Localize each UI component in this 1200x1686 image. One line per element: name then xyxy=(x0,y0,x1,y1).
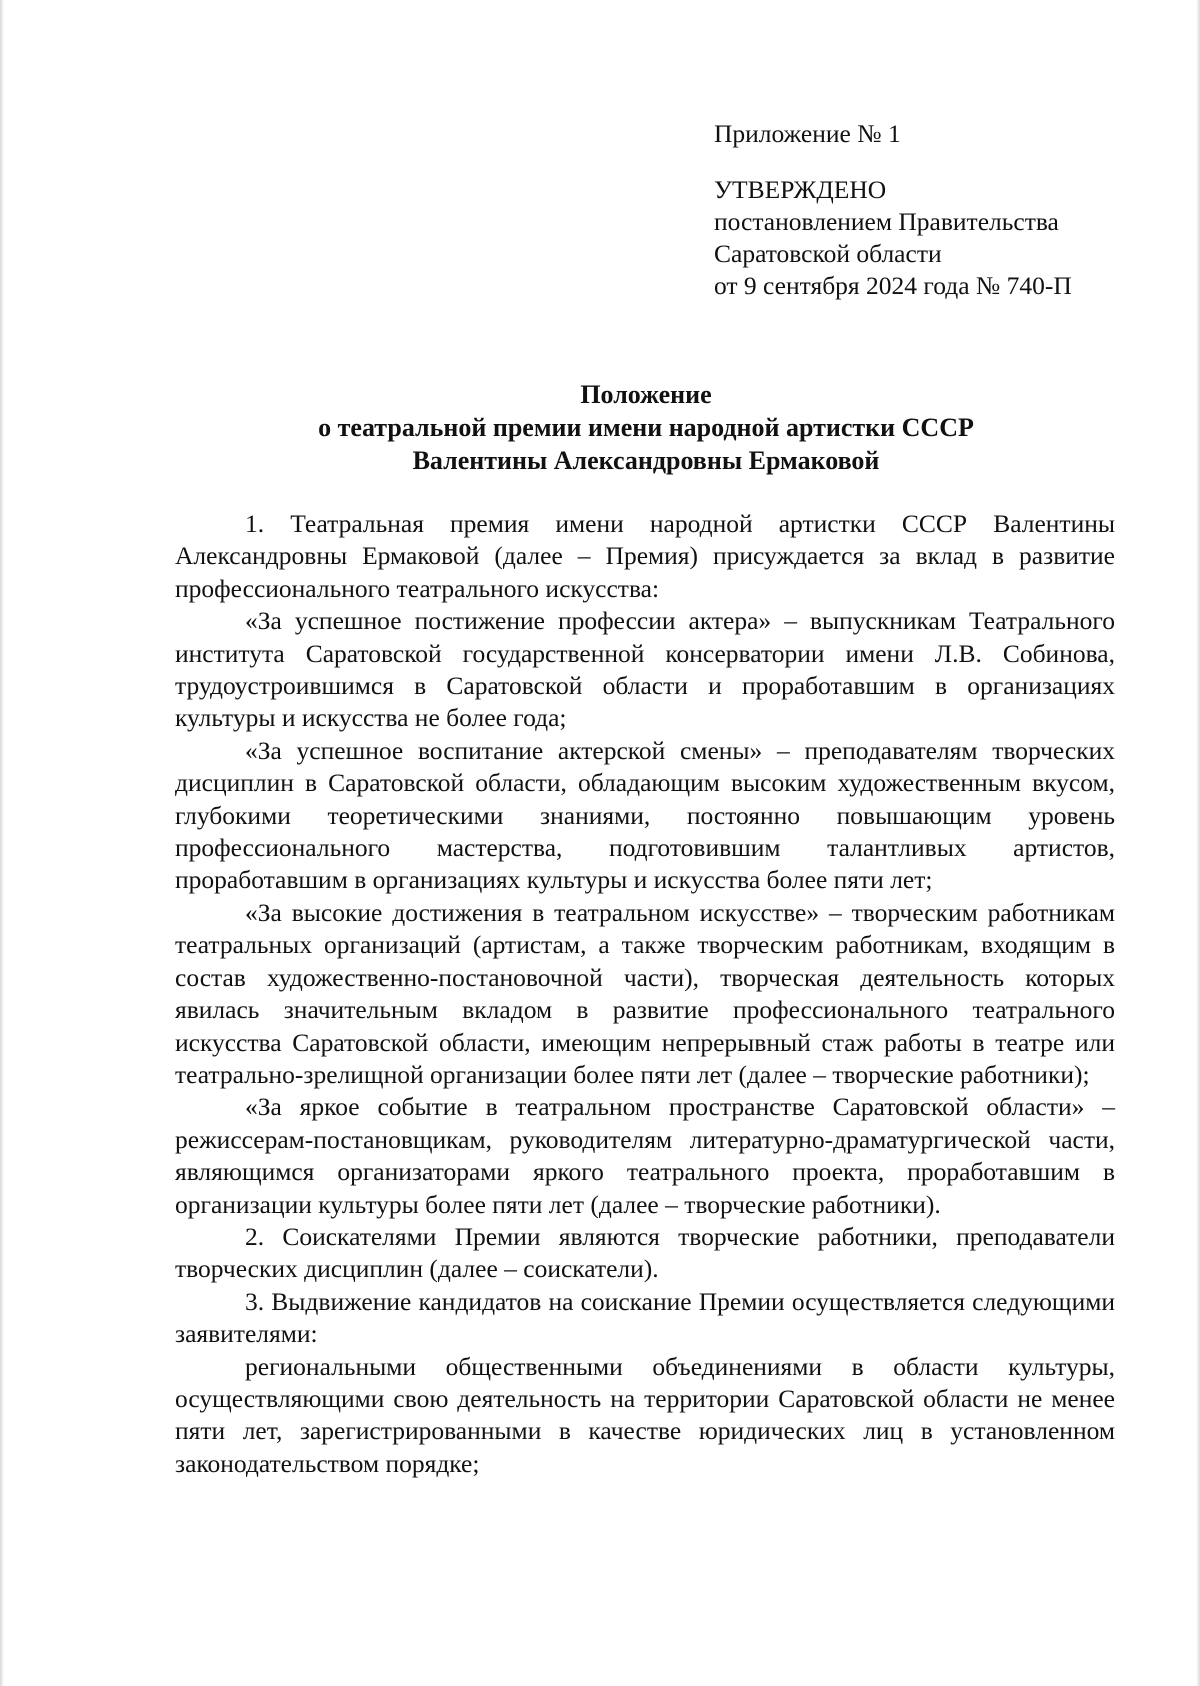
paragraph: «За успешное постижение профессии актера» – выпускникам Театрального института Саратовской государственной консерватории имени Л.В. Собинова, трудоустроившимся в Саратовской области и проработавшим в организациях культуры и искусства не более года; xyxy=(175,606,1115,733)
approved-by-line-1: постановлением Правительства xyxy=(714,207,1059,236)
paragraph: региональными общественными объединениями в области культуры, осуществляющими свою деятельность на территории Саратовской области не менее пяти лет, зарегистрированными в качестве юридических лиц в установленном законодательством порядке; xyxy=(175,1351,1115,1478)
appendix-label: Приложение № 1 xyxy=(714,119,901,148)
paragraph: 3. Выдвижение кандидатов на соискание Премии осуществляется следующими заявителями: xyxy=(175,1286,1115,1349)
title-line-3: Валентины Александровны Ермаковой xyxy=(412,446,880,475)
paragraph: «За яркое событие в театральном пространстве Саратовской области» – режиссерам-постановщикам, руководителям литературно-драматургической части, являющимся организаторами яркого театрального проекта, проработавшим в организации культуры более пяти лет (далее – творческие работники). xyxy=(175,1092,1115,1219)
paragraph: «За успешное воспитание актерской смены» – преподавателям творческих дисциплин в Саратовской области, обладающим высоким художественным вкусом, глубокими теоретическими знаниями, постоянно повышающим уровень профессионального мастерства, подготовившим талантливых артистов, проработавшим в организациях культуры и искусства более пяти лет; xyxy=(175,735,1115,895)
scan-edge-right xyxy=(1196,0,1200,1686)
approved-date: от 9 сентября 2024 года № 740-П xyxy=(714,271,1072,300)
paragraph: «За высокие достижения в театральном искусстве» – творческим работникам театральных организаций (артистам, а также творческим работникам, входящим в состав художественно-постановочной части), творческая деятельность которых явилась значительным вкладом в развитие профессионального театрального искусства Саратовской области, имеющим непрерывный стаж работы в театре или театрально-зрелищной организации более пяти лет (далее – творческие работники); xyxy=(175,897,1115,1089)
document-title xyxy=(160,378,1132,477)
approval-block xyxy=(714,118,1154,302)
paragraph: 1. Театральная премия имени народной артистки СССР Валентины Александровны Ермаковой (далее – Премия) присуждается за вклад в развитие профессионального театрального искусства: xyxy=(175,509,1115,603)
paragraph: 2. Соискателями Премии являются творческие работники, преподаватели творческих дисциплин (далее – соискатели). xyxy=(175,1221,1115,1284)
approved-by-line-2: Саратовской области xyxy=(714,239,942,268)
title-line-1: Положение xyxy=(580,380,712,409)
approved-stamp: УТВЕРЖДЕНО xyxy=(714,175,887,204)
title-line-2: о театральной премии имени народной артистки СССР xyxy=(318,413,974,442)
scan-edge-left xyxy=(0,0,4,1686)
document-body xyxy=(175,508,1115,1480)
